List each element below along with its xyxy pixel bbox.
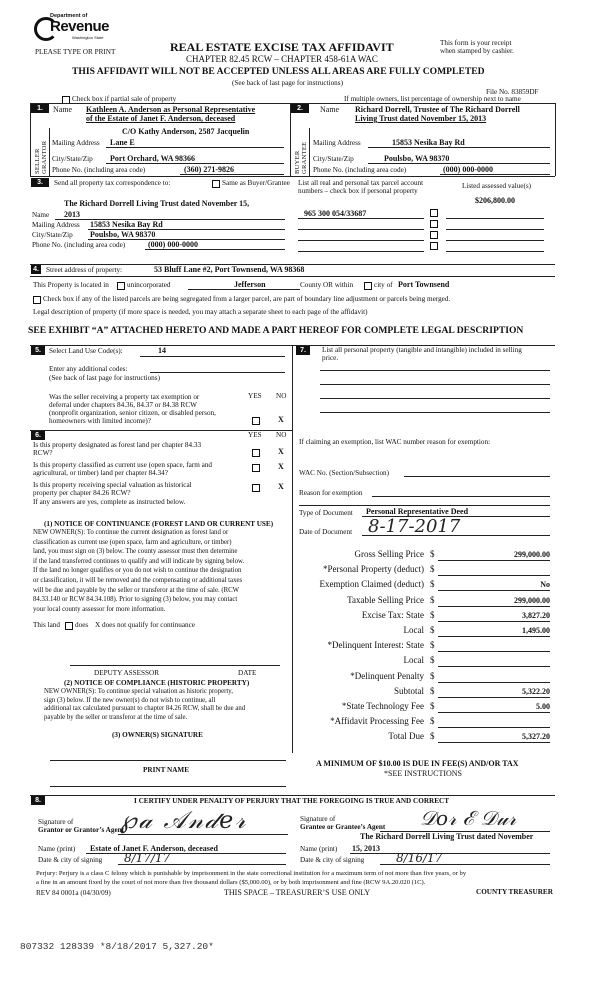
please-type: PLEASE TYPE OR PRINT — [35, 48, 116, 56]
parcel-checkbox-1[interactable] — [430, 209, 438, 217]
notice2-line: payable by the seller or transferor at the time of sale. — [44, 713, 188, 721]
notice1-line: or classification, it will be removed and the compensating or additional taxes — [33, 577, 243, 584]
does-not-qualify: X does not qualify for continuance — [95, 621, 195, 629]
notice1-line: will be due and payable by the seller or transferor at the time of sale. (RCW — [33, 586, 240, 594]
tax-phone-label: Phone No. (including area code) — [32, 241, 126, 249]
tax-mailing[interactable]: 15853 Nesika Bay Rd — [90, 220, 163, 229]
section-1-number: 1. — [31, 104, 49, 113]
exemption-no-mark[interactable]: X — [278, 415, 284, 424]
treasurer-space: THIS SPACE – TREASURER’S USE ONLY — [224, 888, 371, 897]
section-2-number: 2. — [291, 104, 309, 113]
buyer-name-line1[interactable]: Richard Dorrell, Trustee of The Richard Dorrell — [355, 105, 520, 114]
fee-label: *Delinquent Penalty — [350, 670, 424, 681]
current-use-q-b: agricultural, or timber) land per chapter 84.34? — [33, 469, 168, 477]
additional-codes-1: Enter any additional codes: — [49, 365, 128, 373]
notice1-line: NEW OWNER(S): To continue the current designation as forest land or — [33, 529, 229, 536]
grantor-name[interactable]: Estate of Janet F. Anderson, deceased — [90, 844, 218, 853]
historic-no-mark[interactable]: X — [278, 482, 284, 491]
fee-label: Subtotal — [393, 685, 424, 696]
minimum-fee-1: A MINIMUM OF $10.00 IS DUE IN FEE(S) AND/OR TAX — [316, 759, 519, 768]
logo-line1: Department of — [50, 13, 88, 19]
tax-name-label: Name — [32, 211, 50, 219]
buyer-city-label: City/State/Zip — [313, 155, 354, 163]
buyer-grantee-label: BUYER GRANTEE — [294, 141, 308, 174]
tax-correspondence-label: Send all property tax correspondence to: — [54, 179, 171, 187]
notice1-title: (1) NOTICE OF CONTINUANCE (FOREST LAND OR CURRENT USE) — [44, 520, 274, 528]
current-use-q-a: Is this property classified as current use (open space, farm and — [33, 461, 213, 469]
assessed-header: Listed assessed value(s) — [462, 182, 532, 190]
notice2-line: NEW OWNER(S): To continue special valuation as historic property, — [44, 688, 233, 695]
grantee-signature[interactable]: 𝒟𝑜𝓇 ℰ 𝒟𝓊𝓇 — [420, 806, 517, 830]
fee-dollar-sign: $ — [430, 731, 435, 742]
forest-no-mark[interactable]: X — [278, 447, 284, 456]
within-city-checkbox[interactable] — [364, 282, 372, 290]
wac-label: WAC No. (Section/Subsection) — [299, 469, 390, 477]
notice1-line: your local county assessor for more information. — [33, 605, 166, 613]
perjury-notice-2: a fine in an amount fixed by the court of not more than five thousand dollars ($5,000.00), or by both imprisonment and fine (RCW 9A.20.020 (1C). — [36, 879, 426, 886]
see-back: (See back of last page for instructions) — [232, 79, 343, 87]
parcel-header1: List all real and personal tax parcel account — [298, 179, 424, 187]
grantor-sig-label1: Signature of — [38, 818, 74, 826]
fee-label: *Delinquent Interest: State — [327, 640, 424, 651]
land-use-code[interactable]: 14 — [158, 346, 166, 355]
exemption-q1: Was the seller receiving a property tax exemption or — [49, 393, 200, 401]
notice2-line: sign (3) below. If the new owner(s) do not wish to continue, all — [44, 696, 216, 704]
assessed-value[interactable]: $206,800.00 — [475, 196, 515, 205]
fee-row — [296, 655, 554, 669]
receipt-note2: when stamped by cashier. — [440, 47, 514, 55]
fee-row — [296, 731, 554, 745]
property-street[interactable]: 53 Bluff Lane #2, Port Townsend, WA 98368 — [154, 265, 305, 274]
seller-name-line1[interactable]: Kathleen A. Anderson as Personal Representative — [86, 105, 256, 114]
tax-city-label: City/State/Zip — [32, 231, 73, 239]
sec6-yes-header: YES — [248, 431, 262, 439]
fee-dollar-sign: $ — [430, 655, 435, 666]
form-warning: THIS AFFIDAVIT WILL NOT BE ACCEPTED UNLESS ALL AREAS ARE FULLY COMPLETED — [72, 66, 485, 77]
print-name-label: PRINT NAME — [143, 766, 189, 774]
grantee-sig-label1: Signature of — [300, 815, 336, 823]
fee-row — [296, 595, 554, 609]
buyer-mailing[interactable]: 15853 Nesika Bay Rd — [392, 138, 465, 147]
fee-dollar-sign: $ — [430, 549, 435, 559]
fee-value[interactable]: 5,327.20 — [522, 732, 550, 742]
legal-description-label: Legal description of property (if more space is needed, you may attach a separate sheet to each page of the affidavit) — [33, 308, 368, 316]
unincorporated-label: unincorporated — [127, 281, 171, 289]
parcel-checkbox-3[interactable] — [430, 231, 438, 239]
form-title: REAL ESTATE EXCISE TAX AFFIDAVIT — [170, 40, 394, 54]
forest-q-a: Is this property designated as forest land per chapter 84.33 — [33, 441, 202, 449]
grantee-sig-label2: Grantee or Grantee’s Agent — [300, 823, 386, 831]
form-chapter: CHAPTER 82.45 RCW – CHAPTER 458-61A WAC — [186, 54, 378, 64]
notice1-line: if the land transferred continues to qualify and will indicate by signing below. — [33, 557, 245, 565]
does-label: does — [75, 621, 89, 629]
fee-label: *State Technology Fee — [341, 701, 424, 711]
grantor-date[interactable]: 8/17/17 — [124, 851, 171, 865]
fee-label: Excise Tax: State — [361, 609, 424, 620]
notice2-line: additional tax calculated pursuant to chapter 84.26 RCW, shall be due and — [44, 705, 246, 713]
section-8-number: 8. — [31, 796, 45, 805]
grantee-name-label: Name (print) — [300, 845, 338, 853]
fee-row — [296, 579, 554, 593]
fee-dollar-sign: $ — [430, 701, 435, 711]
fee-label: Local — [403, 655, 424, 666]
fee-row — [296, 564, 554, 578]
doc-type-label: Type of Document — [299, 509, 353, 517]
land-use-label: Select Land Use Code(s): — [49, 347, 123, 355]
seller-city-label: City/State/Zip — [52, 155, 93, 163]
exhibit-reference: SEE EXHIBIT “A” ATTACHED HERETO AND MADE A PART HEREOF FOR COMPLETE LEGAL DESCRIPTION — [28, 325, 524, 336]
fee-row — [296, 640, 554, 654]
section-5-number: 5. — [31, 346, 45, 355]
fee-row — [296, 549, 554, 563]
fee-label: Taxable Selling Price — [347, 594, 424, 605]
seller-phone[interactable]: (360) 271-9826 — [184, 165, 234, 174]
seller-city[interactable]: Port Orchard, WA 98366 — [110, 154, 196, 163]
property-county[interactable]: Jefferson — [234, 280, 266, 289]
this-land-label: This land — [33, 621, 60, 629]
tax-mailing-label: Mailing Address — [32, 221, 80, 229]
fee-row — [296, 701, 554, 715]
city-of-label: city of — [374, 281, 393, 289]
doc-date-handwritten[interactable]: 8-17-2017 — [368, 516, 461, 537]
fee-dollar-sign: $ — [430, 640, 435, 651]
exemption-q3: (nonprofit organization, senior citizen, or disabled person, — [49, 409, 216, 417]
fee-dollar-sign: $ — [430, 564, 435, 575]
segregated-label: Check box if any of the listed parcels are being segregated from a larger parcel, are part of boundary line adjustment or parcels being merged. — [43, 295, 451, 303]
seller-grantor-label: SELLER GRANTOR — [34, 140, 48, 174]
buyer-mailing-label: Mailing Address — [313, 139, 361, 147]
fee-dollar-sign: $ — [430, 685, 435, 696]
street-label: Street address of property: — [46, 266, 123, 274]
partial-sale-label: Check box if partial sale of property — [72, 95, 177, 103]
located-prefix: This Property is located in — [33, 281, 109, 289]
certify-statement: I CERTIFY UNDER PENALTY OF PERJURY THAT THE FOREGOING IS TRUE AND CORRECT — [134, 797, 449, 805]
fee-row — [296, 625, 554, 639]
forest-q-b: RCW? — [33, 449, 53, 457]
sec6-no-header: NO — [276, 431, 287, 439]
buyer-name-line2[interactable]: Living Trust dated November 15, 2013 — [355, 114, 487, 123]
notice1-line: 84.33.140 or RCW 84.34.108). Prior to signing (3) below, you may contact — [33, 596, 238, 604]
buyer-phone[interactable]: (000) 000-0000 — [443, 165, 493, 174]
fee-label: *Personal Property (deduct) — [323, 564, 424, 575]
historic-q-b: property per chapter 84.26 RCW? — [33, 489, 131, 497]
buyer-city[interactable]: Poulsbo, WA 98370 — [384, 154, 450, 163]
fee-value[interactable]: 299,000.00 — [514, 550, 550, 559]
section-4-number: 4. — [31, 265, 41, 274]
segregated-checkbox[interactable] — [33, 296, 41, 304]
grantee-name-line2[interactable]: 15, 2013 — [352, 844, 380, 853]
rev-number: REV 84 0001a (04/30/09) — [36, 889, 111, 897]
seller-name-label: Name — [53, 105, 73, 114]
exemption-q2: deferral under chapters 84.36, 84.37 or 84.38 RCW — [49, 401, 197, 409]
fee-dollar-sign: $ — [430, 594, 435, 605]
logo-main: Revenue — [50, 18, 110, 35]
fee-value[interactable]: 5.00 — [536, 702, 550, 711]
buyer-phone-label: Phone No. (including area code) — [313, 166, 407, 174]
exemption-no-header: NO — [276, 392, 287, 400]
grantee-date-label: Date & city of signing — [300, 856, 365, 864]
file-no: File No. 83859DF — [486, 88, 539, 96]
fee-dollar-sign: $ — [430, 579, 435, 590]
grantor-date-label: Date & city of signing — [38, 856, 103, 864]
exemption-yes-checkbox[interactable] — [252, 417, 260, 425]
tax-phone[interactable]: (000) 000-0000 — [148, 240, 198, 249]
tax-name-line2[interactable]: 2013 — [64, 210, 80, 219]
land-does-checkbox[interactable] — [65, 622, 73, 630]
parcel-number[interactable]: 965 300 054/33687 — [304, 209, 367, 218]
unincorporated-checkbox[interactable] — [117, 282, 125, 290]
fee-value[interactable]: No — [540, 580, 550, 590]
exemption-claim-label: If claiming an exemption, list WAC number reason for exemption: — [299, 438, 491, 446]
fee-row — [296, 610, 554, 624]
doc-date-label: Date of Document — [299, 528, 353, 536]
fee-value[interactable]: 299,000.00 — [514, 595, 550, 605]
grantee-date[interactable]: 8/16/17 — [396, 851, 443, 865]
fee-dollar-sign: $ — [430, 625, 435, 635]
fee-value[interactable]: 5,322.20 — [522, 686, 550, 696]
deputy-date: DATE — [238, 669, 257, 677]
forest-yes-checkbox[interactable] — [252, 449, 260, 457]
current-use-no-mark[interactable]: X — [278, 462, 284, 471]
reason-label: Reason for exemption — [299, 489, 363, 497]
seller-mailing-label: Mailing Address — [52, 139, 100, 147]
fee-label: Exemption Claimed (deduct) — [319, 579, 424, 590]
parcel-checkbox-4[interactable] — [430, 242, 438, 250]
tax-name-line1[interactable]: The Richard Dorrell Living Trust dated November 15, — [64, 199, 250, 208]
receipt-note1: This form is your receipt — [440, 39, 512, 47]
cashier-stamp: 807332 128339 *8/18/2017 5,327.20* — [20, 941, 214, 952]
notice1-line: land, you must sign on (3) below. The county assessor must then determine — [33, 548, 238, 556]
seller-care-of[interactable]: C/O Kathy Anderson, 2587 Jacquelin — [122, 127, 250, 136]
grantor-sig-label2: Grantor or Grantor’s Agent — [38, 826, 125, 834]
fee-row — [296, 671, 554, 685]
buyer-name-label: Name — [320, 105, 340, 114]
current-use-yes-checkbox[interactable] — [252, 464, 260, 472]
additional-codes-2: (See back of last page for instructions) — [49, 374, 160, 382]
seller-phone-label: Phone No. (including area code) — [52, 166, 146, 174]
same-as-buyer-checkbox[interactable] — [212, 180, 220, 188]
county-or-within: County OR within — [300, 281, 354, 289]
notice2-title: (2) NOTICE OF COMPLIANCE (HISTORIC PROPERTY) — [64, 679, 250, 687]
grantee-name-line1[interactable]: The Richard Dorrell Living Trust dated November — [360, 832, 534, 841]
exemption-yes-header: YES — [248, 392, 262, 400]
section-7-number: 7. — [296, 346, 310, 355]
section-3-number: 3. — [31, 178, 49, 187]
parcel-header2: numbers – check box if personal property — [298, 187, 418, 195]
county-treasurer: COUNTY TREASURER — [476, 888, 553, 896]
personal-property-2: price. — [322, 354, 339, 362]
notice1-line: classification as current use (open space, farm and agriculture, or timber) — [33, 538, 232, 546]
if-yes-note: If any answers are yes, complete as instructed below. — [33, 498, 186, 506]
seller-mailing[interactable]: Lane E — [110, 138, 135, 147]
fee-row — [296, 716, 554, 730]
parcel-checkbox-2[interactable] — [430, 220, 438, 228]
personal-property-1: List all personal property (tangible and intangible) included in selling — [322, 346, 522, 354]
seller-name-line2[interactable]: of the Estate of Janet F. Anderson, deceased — [86, 114, 236, 123]
owners-signature-label: (3) OWNER(S) SIGNATURE — [112, 731, 203, 739]
property-city[interactable]: Port Townsend — [398, 280, 450, 289]
fee-dollar-sign: $ — [430, 670, 435, 681]
exemption-q4: homeowners with limited income)? — [49, 417, 151, 425]
fee-label: Gross Selling Price — [354, 549, 424, 559]
notice1-line: If the land no longer qualifies or you do not wish to continue the designation — [33, 567, 242, 575]
fee-value[interactable]: 1,495.00 — [522, 626, 550, 635]
perjury-notice: Perjury: Perjury is a class C felony which is punishable by imprisonment in the state correctional institution for a maximum term of not more than five years, or by — [36, 870, 467, 877]
fee-dollar-sign: $ — [430, 716, 435, 727]
tax-city[interactable]: Poulsbo, WA 98370 — [90, 230, 156, 239]
owners-note: If multiple owners, list percentage of ownership next to name — [344, 95, 521, 103]
grantor-signature[interactable]: ℘𝒶 𝒜𝓃𝒹𝑒𝓇 — [120, 806, 248, 834]
fee-row — [296, 686, 554, 700]
historic-q-a: Is this property receiving special valuation as historical — [33, 481, 192, 489]
section-6-number: 6. — [31, 431, 45, 440]
doc-type[interactable]: Personal Representative Deed — [366, 507, 469, 516]
fee-label: *Affidavit Processing Fee — [330, 716, 424, 727]
minimum-fee-2: *SEE INSTRUCTIONS — [384, 769, 463, 778]
fee-label: Local — [403, 625, 424, 635]
historic-yes-checkbox[interactable] — [252, 484, 260, 492]
grantor-name-label: Name (print) — [38, 845, 76, 853]
fee-label: Total Due — [388, 731, 424, 742]
same-as-buyer-label: Same as Buyer/Grantee — [222, 179, 290, 187]
logo-sub: Washington State — [72, 35, 104, 40]
fee-value[interactable]: 3,827.20 — [522, 610, 550, 620]
fee-dollar-sign: $ — [430, 609, 435, 620]
deputy-assessor: DEPUTY ASSESSOR — [94, 669, 160, 677]
